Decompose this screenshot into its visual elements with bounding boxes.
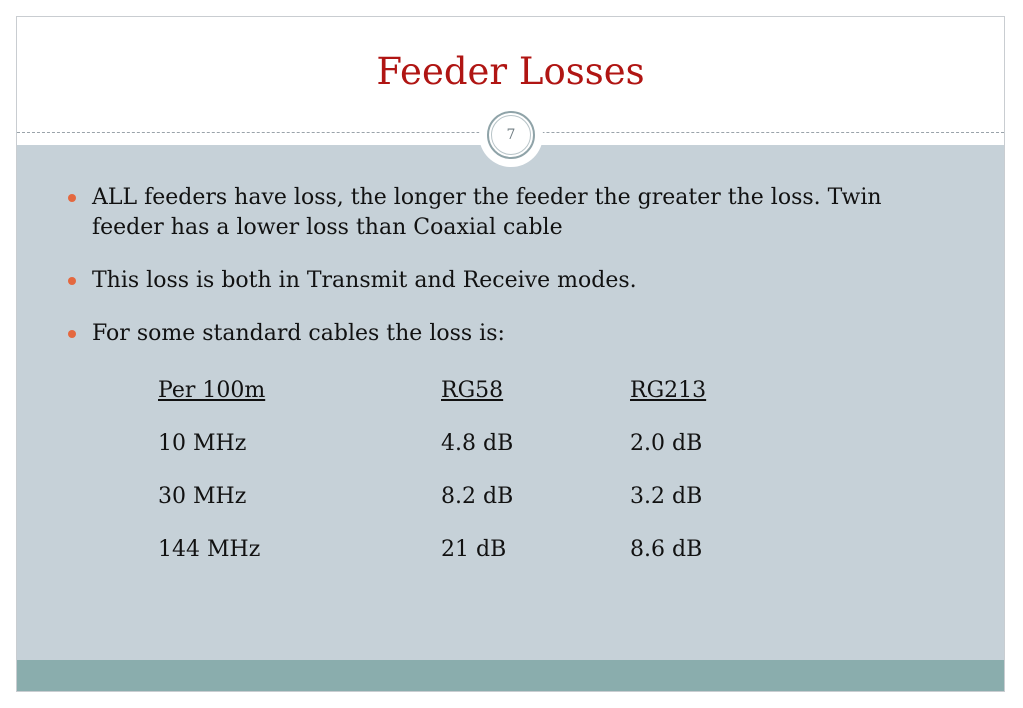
rg58-loss-cell: 21 dB <box>441 537 507 562</box>
header-rg213: RG213 <box>630 378 707 403</box>
frequency-cell: 144 MHz <box>158 537 261 562</box>
bullet-text: For some standard cables the loss is: <box>92 321 505 346</box>
page-number-badge <box>479 103 543 167</box>
bullet-item <box>66 319 926 349</box>
bullet-dot-icon <box>68 277 76 285</box>
bullet-dot-icon <box>68 330 76 338</box>
header-frequency: Per 100m <box>158 378 266 403</box>
header-rg58: RG58 <box>441 378 504 403</box>
rg58-loss-cell: 8.2 dB <box>441 484 514 509</box>
slide-title: Feeder Losses <box>376 50 645 93</box>
bullet-dot-icon <box>68 194 76 202</box>
rg213-loss-cell: 2.0 dB <box>630 431 703 456</box>
rg58-loss-cell: 4.8 dB <box>441 431 514 456</box>
rg213-loss-cell: 3.2 dB <box>630 484 703 509</box>
footer-band <box>17 660 1004 692</box>
frequency-cell: 30 MHz <box>158 484 247 509</box>
bullet-text: This loss is both in Transmit and Receive modes. <box>92 268 637 293</box>
bullet-item <box>66 183 926 243</box>
page-number: 7 <box>491 115 531 155</box>
bullet-text: ALL feeders have loss, the longer the feeder the greater the loss. Twin feeder has a lower loss than Coaxial cable <box>92 185 882 240</box>
bullet-list <box>66 183 926 372</box>
frequency-cell: 10 MHz <box>158 431 247 456</box>
rg213-loss-cell: 8.6 dB <box>630 537 703 562</box>
bullet-item <box>66 266 926 296</box>
